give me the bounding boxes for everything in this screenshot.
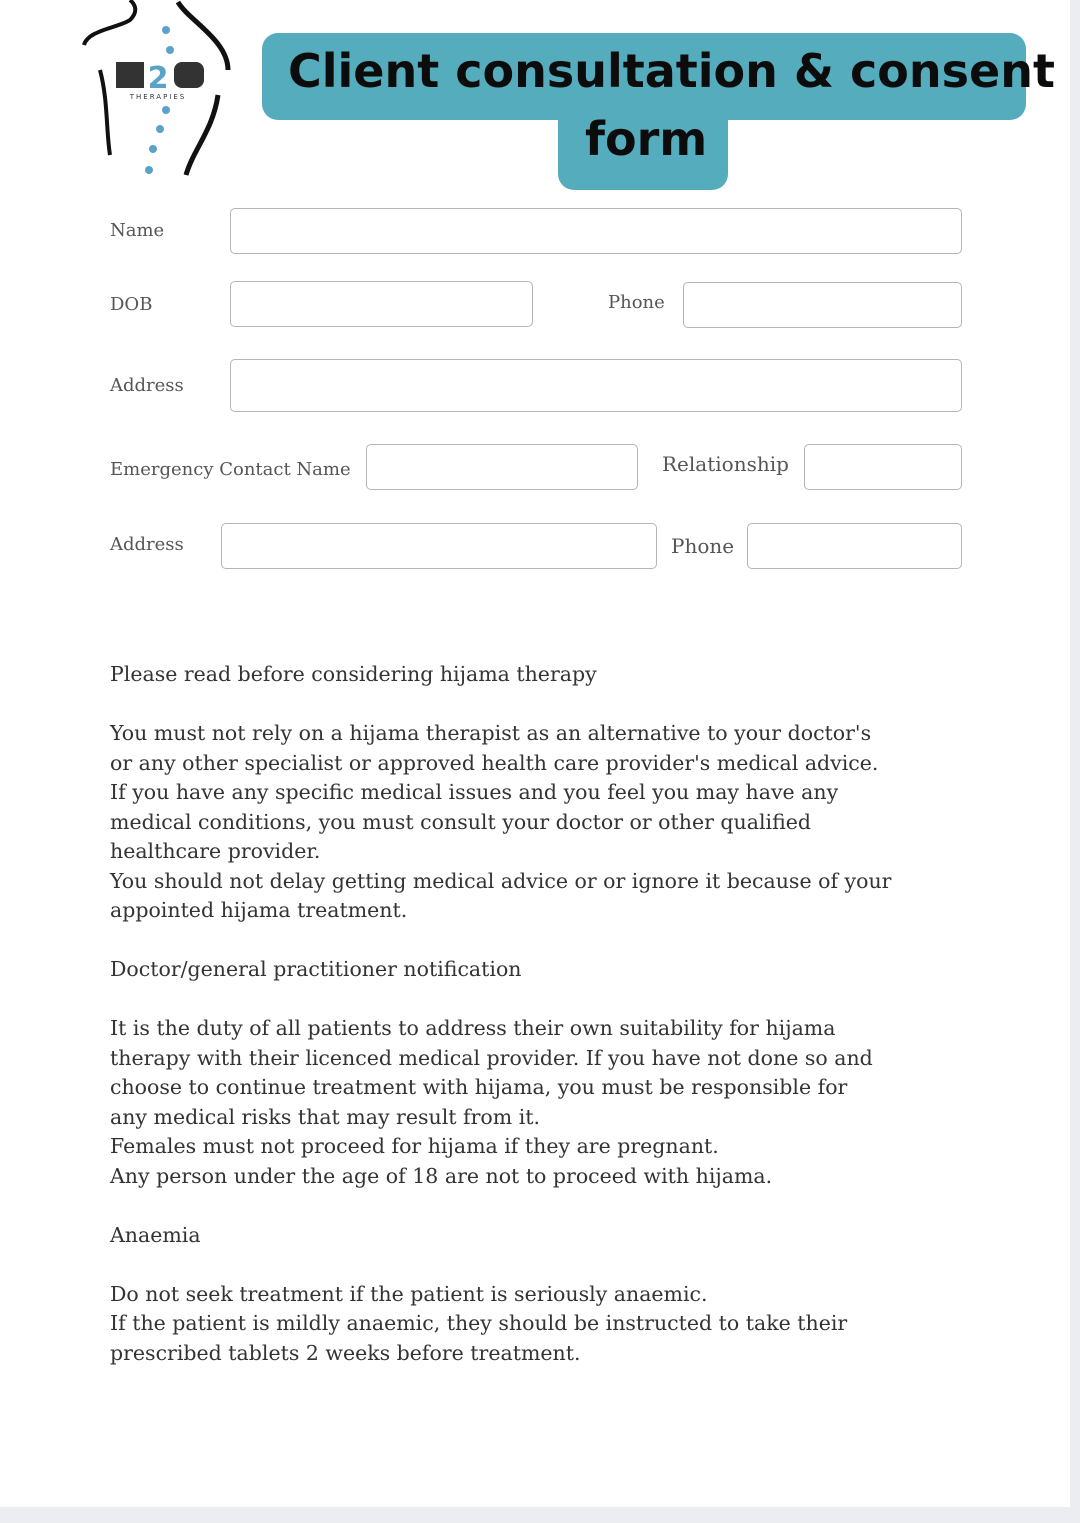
form-title-line1: Client consultation & consent	[288, 44, 1055, 98]
name-input[interactable]	[230, 208, 962, 254]
dob-input[interactable]	[230, 281, 533, 327]
text-line: Any person under the age of 18 are not to proceed with hijama.	[110, 1163, 773, 1188]
section-body	[110, 1014, 960, 1191]
emergency-address-label: Address	[110, 534, 184, 555]
text-line: prescribed tablets 2 weeks before treatment.	[110, 1340, 581, 1365]
section-heading: Doctor/general practitioner notification	[110, 957, 522, 981]
text-line: You should not delay getting medical advice or or ignore it because of your	[110, 868, 892, 893]
text-line: or any other specialist or approved health care provider's medical advice.	[110, 750, 879, 775]
phone-label: Phone	[608, 292, 665, 313]
emergency-phone-input[interactable]	[747, 523, 962, 569]
address-input[interactable]	[230, 359, 962, 412]
emergency-address-input[interactable]	[221, 523, 657, 569]
section-body	[110, 719, 960, 926]
relationship-input[interactable]	[804, 444, 962, 490]
text-line: medical conditions, you must consult your doctor or other qualified	[110, 809, 812, 834]
emergency-contact-name-input[interactable]	[366, 444, 638, 490]
text-line: It is the duty of all patients to address their own suitability for hijama	[110, 1016, 836, 1040]
text-line: If you have any specific medical issues and you feel you may have any	[110, 780, 839, 804]
section-heading: Anaemia	[110, 1222, 201, 1247]
address-label: Address	[110, 375, 184, 396]
emergency-contact-name-label: Emergency Contact Name	[110, 459, 351, 480]
text-line: any medical risks that may result from it.	[110, 1104, 541, 1129]
text-line: choose to continue treatment with hijama, you must be responsible for	[110, 1075, 848, 1099]
form-title-line2: form	[585, 112, 708, 166]
text-line: appointed hijama treatment.	[110, 898, 408, 922]
name-label: Name	[110, 220, 165, 241]
consent-text	[110, 660, 960, 1398]
section-body	[110, 1280, 960, 1369]
relationship-label: Relationship	[662, 452, 789, 476]
text-line: Do not seek treatment if the patient is seriously anaemic.	[110, 1281, 708, 1306]
svg-text:2: 2	[147, 61, 169, 96]
phone-input[interactable]	[683, 282, 962, 328]
text-line: therapy with their licenced medical provider. If you have not done so and	[110, 1045, 873, 1070]
text-line: If the patient is mildly anaemic, they should be instructed to take their	[110, 1311, 848, 1335]
section-heading: Please read before considering hijama therapy	[110, 662, 597, 686]
svg-text:THERAPIES: THERAPIES	[129, 93, 187, 101]
text-line: You must not rely on a hijama therapist as an alternative to your doctor's	[110, 721, 872, 745]
emergency-phone-label: Phone	[671, 534, 735, 558]
d2d-therapies-logo	[78, 0, 238, 185]
dob-label: DOB	[110, 294, 153, 315]
text-line: healthcare provider.	[110, 839, 321, 863]
text-line: Females must not proceed for hijama if they are pregnant.	[110, 1134, 719, 1158]
